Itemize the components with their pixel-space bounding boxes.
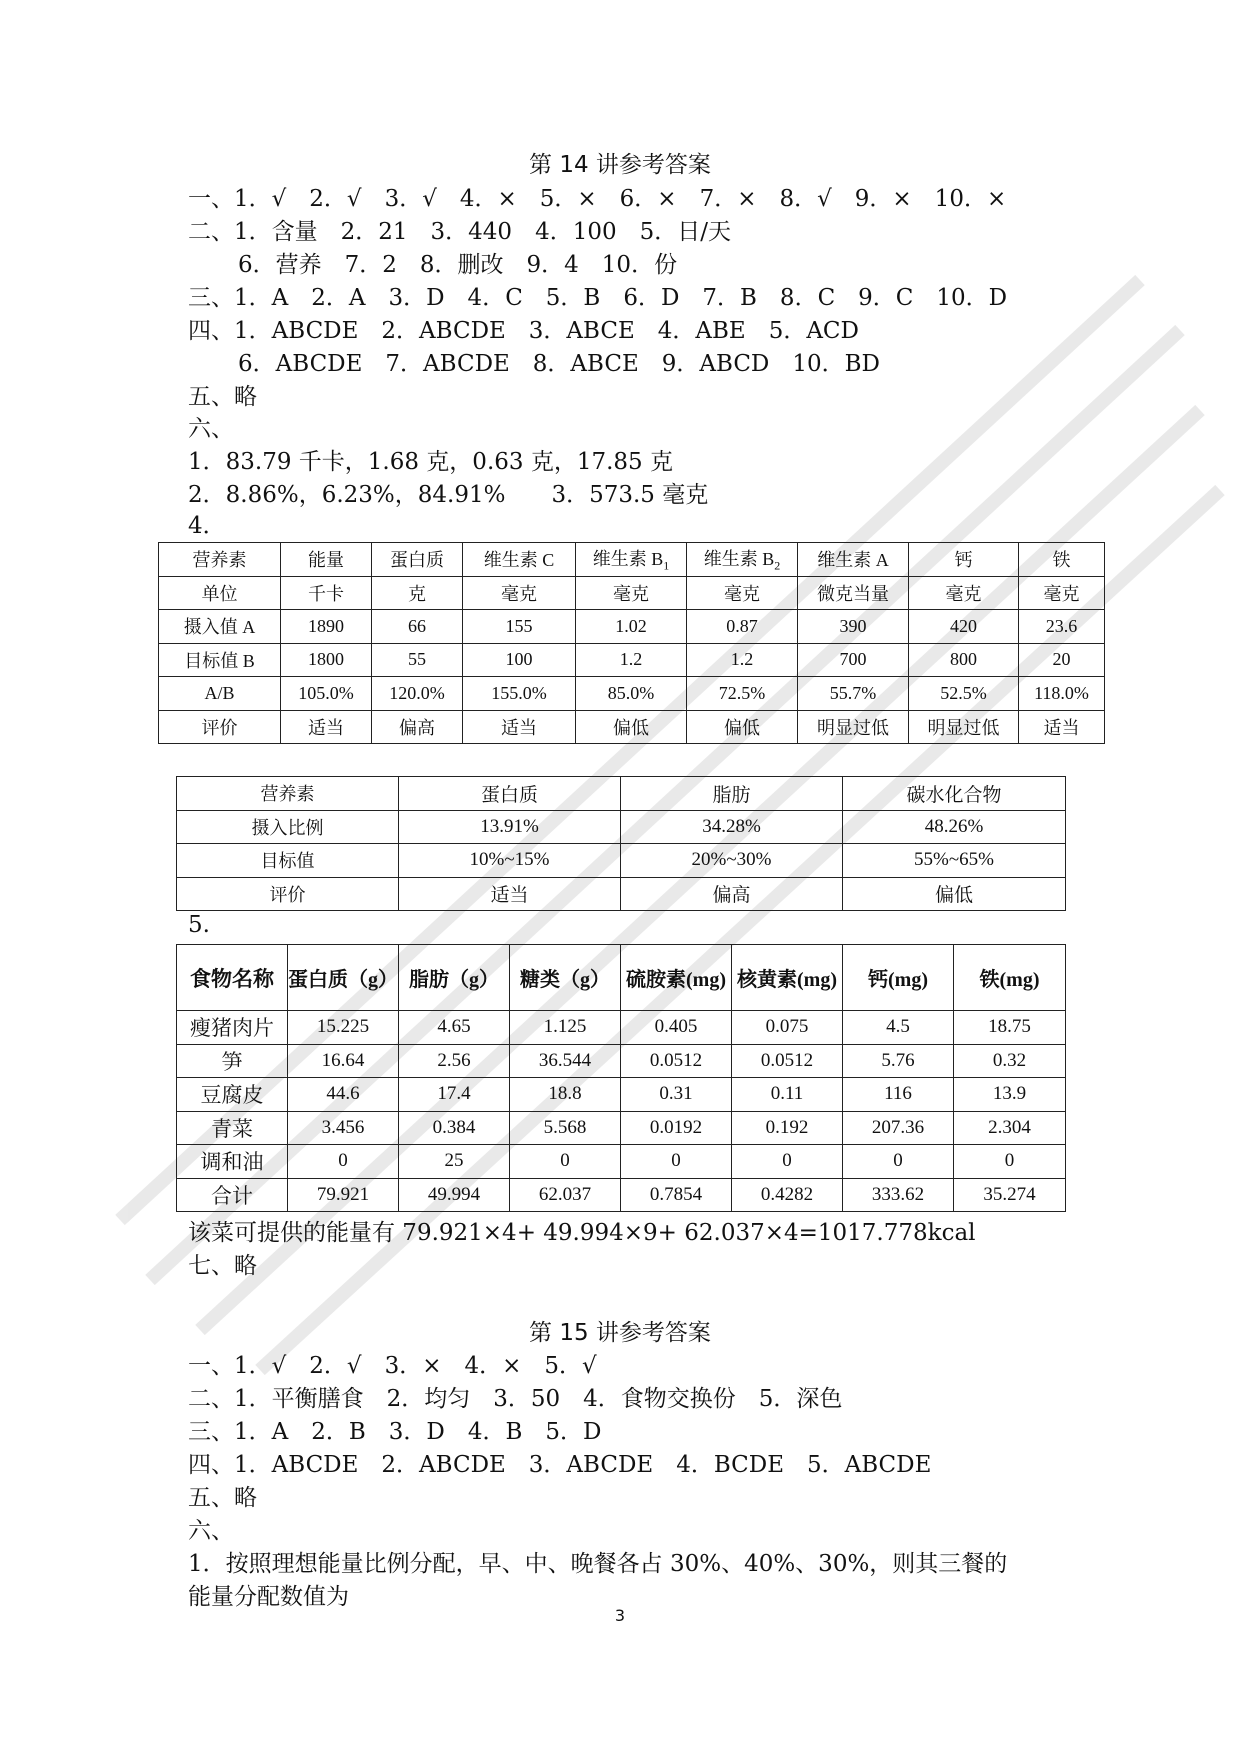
answer-line: 二、1．平衡膳食 2．均匀 3．50 4．食物交换份 5．深色 xyxy=(188,1386,843,1412)
table-cell: 偏低 xyxy=(576,710,687,744)
table-cell: 0 xyxy=(510,1145,621,1179)
table-cell: 0.31 xyxy=(621,1078,732,1112)
table-cell: 1800 xyxy=(281,643,372,677)
table-cell: 适当 xyxy=(463,710,576,744)
table-row xyxy=(177,1011,1066,1045)
table-cell: 20 xyxy=(1019,643,1105,677)
table-cell: 1.2 xyxy=(576,643,687,677)
table-cell: 10%~15% xyxy=(399,844,621,878)
answer-line: 6．营养 7．2 8．删改 9．4 10．份 xyxy=(238,252,678,278)
table-header-cell: 营养素 xyxy=(177,777,399,811)
table-cell: 36.544 xyxy=(510,1044,621,1078)
answer-line: 四、1．ABCDE 2．ABCDE 3．ABCDE 4．BCDE 5．ABCDE xyxy=(188,1452,932,1478)
answer-line: 一、1．√ 2．√ 3．× 4．× 5．√ xyxy=(188,1353,597,1379)
table-cell: 85.0% xyxy=(576,677,687,711)
table-cell: 1.125 xyxy=(510,1011,621,1045)
table-cell: 毫克 xyxy=(909,576,1019,610)
table-cell: 明显过低 xyxy=(909,710,1019,744)
row-label-cell: 合计 xyxy=(177,1178,288,1212)
table-cell: 79.921 xyxy=(288,1178,399,1212)
table-cell: 390 xyxy=(798,610,909,644)
row-label-cell: 豆腐皮 xyxy=(177,1078,288,1112)
table-cell: 0.7854 xyxy=(621,1178,732,1212)
table-cell: 72.5% xyxy=(687,677,798,711)
table-cell: 微克当量 xyxy=(798,576,909,610)
table-cell: 偏高 xyxy=(621,877,843,911)
answer-line: 能量分配数值为 xyxy=(188,1584,349,1610)
table-header-cell: 钙(mg) xyxy=(843,945,954,1011)
table-row xyxy=(177,1111,1066,1145)
table-row xyxy=(159,677,1105,711)
table-cell: 0.384 xyxy=(399,1111,510,1145)
table-row xyxy=(177,1044,1066,1078)
table-header-cell: 蛋白质 xyxy=(399,777,621,811)
table-cell: 52.5% xyxy=(909,677,1019,711)
table-cell: 420 xyxy=(909,610,1019,644)
answer-line: 2．8.86%，6.23%，84.91% 3．573.5 毫克 xyxy=(188,482,709,508)
energy-calculation: 该菜可提供的能量有 79.921×4+ 49.994×9+ 62.037×4=1017.778kcal xyxy=(188,1220,976,1246)
table-cell: 毫克 xyxy=(1019,576,1105,610)
table-cell: 155.0% xyxy=(463,677,576,711)
table-cell: 17.4 xyxy=(399,1078,510,1112)
table-cell: 1890 xyxy=(281,610,372,644)
answer-line: 1．按照理想能量比例分配，早、中、晚餐各占 30%、40%、30%，则其三餐的 xyxy=(188,1551,1008,1577)
row-label-cell: 评价 xyxy=(159,710,281,744)
row-label-cell: 评价 xyxy=(177,877,399,911)
row-label-cell: 调和油 xyxy=(177,1145,288,1179)
table-cell: 18.8 xyxy=(510,1078,621,1112)
table-header-cell: 碳水化合物 xyxy=(843,777,1066,811)
table-cell: 116 xyxy=(843,1078,954,1112)
table-row xyxy=(177,877,1066,911)
table-header-cell: 脂肪 xyxy=(621,777,843,811)
row-label-cell: 目标值 xyxy=(177,844,399,878)
row-label-cell: 瘦猪肉片 xyxy=(177,1011,288,1045)
table-cell: 千卡 xyxy=(281,576,372,610)
table-cell: 118.0% xyxy=(1019,677,1105,711)
answer-line: 一、1．√ 2．√ 3．√ 4．× 5．× 6．× 7．× 8．√ 9．× 10．× xyxy=(188,186,1007,212)
table-header-cell: 钙 xyxy=(909,543,1019,577)
answer-line: 五、略 xyxy=(188,1485,257,1511)
table-cell: 207.36 xyxy=(843,1111,954,1145)
table-header-cell: 脂肪（g） xyxy=(399,945,510,1011)
page-number: 3 xyxy=(614,1606,626,1625)
table-cell: 700 xyxy=(798,643,909,677)
table-cell: 0.4282 xyxy=(732,1178,843,1212)
table-cell: 34.28% xyxy=(621,810,843,844)
table-cell: 0 xyxy=(288,1145,399,1179)
table-row xyxy=(177,1078,1066,1112)
table-cell: 2.304 xyxy=(954,1111,1066,1145)
table-cell: 适当 xyxy=(399,877,621,911)
table-cell: 62.037 xyxy=(510,1178,621,1212)
table-cell: 0.0192 xyxy=(621,1111,732,1145)
row-label-cell: 摄入比例 xyxy=(177,810,399,844)
table-cell: 0.075 xyxy=(732,1011,843,1045)
table-cell: 3.456 xyxy=(288,1111,399,1145)
table-cell: 偏低 xyxy=(687,710,798,744)
macronutrient-ratio-table xyxy=(176,776,1066,911)
table-header-cell: 维生素 $B_1$ xyxy=(576,543,687,577)
table-cell: 0.11 xyxy=(732,1078,843,1112)
row-label-cell: 目标值 B xyxy=(159,643,281,677)
table-cell: 155 xyxy=(463,610,576,644)
table-cell: 66 xyxy=(372,610,463,644)
table-header-cell: 硫胺素(mg) xyxy=(621,945,732,1011)
table-cell: 13.9 xyxy=(954,1078,1066,1112)
answer-line: 六、 xyxy=(188,1518,234,1544)
table-header-cell: 铁(mg) xyxy=(954,945,1066,1011)
table-cell: 48.26% xyxy=(843,810,1066,844)
table-cell: 0.87 xyxy=(687,610,798,644)
table-cell: 0 xyxy=(954,1145,1066,1179)
table-cell: 0 xyxy=(843,1145,954,1179)
table-header-cell: 维生素 A xyxy=(798,543,909,577)
table-cell: 35.274 xyxy=(954,1178,1066,1212)
answer-line: 三、1．A 2．B 3．D 4．B 5．D xyxy=(188,1419,602,1445)
table-cell: 0 xyxy=(732,1145,843,1179)
table-row xyxy=(177,1145,1066,1179)
table-cell: 0 xyxy=(621,1145,732,1179)
table-cell: 5.568 xyxy=(510,1111,621,1145)
table-cell: 偏低 xyxy=(843,877,1066,911)
table-row xyxy=(177,1178,1066,1212)
table-cell: 55.7% xyxy=(798,677,909,711)
table-cell: 333.62 xyxy=(843,1178,954,1212)
table-cell: 0.192 xyxy=(732,1111,843,1145)
table-cell: 0.0512 xyxy=(621,1044,732,1078)
table-cell: 120.0% xyxy=(372,677,463,711)
table-cell: 0.0512 xyxy=(732,1044,843,1078)
answer-line: 三、1．A 2．A 3．D 4．C 5．B 6．D 7．B 8．C 9．C 10．D xyxy=(188,285,1008,311)
table-cell: 适当 xyxy=(281,710,372,744)
answer-line: 6．ABCDE 7．ABCDE 8．ABCE 9．ABCD 10．BD xyxy=(238,351,880,377)
row-label-cell: A/B xyxy=(159,677,281,711)
table-cell: 5.76 xyxy=(843,1044,954,1078)
table-header-cell: 蛋白质 xyxy=(372,543,463,577)
table-header-row xyxy=(177,777,1066,811)
table-cell: 毫克 xyxy=(576,576,687,610)
table-header-cell: 营养素 xyxy=(159,543,281,577)
table-cell: 55 xyxy=(372,643,463,677)
table-cell: 49.994 xyxy=(399,1178,510,1212)
table-header-cell: 食物名称 xyxy=(177,945,288,1011)
table-cell: 1.2 xyxy=(687,643,798,677)
table-row xyxy=(177,844,1066,878)
table-header-cell: 铁 xyxy=(1019,543,1105,577)
table-cell: 4.65 xyxy=(399,1011,510,1045)
answer-line: 六、 xyxy=(188,416,234,442)
table-cell: 55%~65% xyxy=(843,844,1066,878)
table-header-cell: 维生素 $B_2$ xyxy=(687,543,798,577)
table-row xyxy=(159,643,1105,677)
table-cell: 0.32 xyxy=(954,1044,1066,1078)
dish-nutrient-table xyxy=(176,944,1066,1212)
section-14-title: 第 14 讲参考答案 xyxy=(529,152,711,178)
question-5-label: 5. xyxy=(188,912,210,938)
table-cell: 800 xyxy=(909,643,1019,677)
table-row xyxy=(159,710,1105,744)
table-cell: 105.0% xyxy=(281,677,372,711)
table-cell: 偏高 xyxy=(372,710,463,744)
table-row xyxy=(159,576,1105,610)
row-label-cell: 单位 xyxy=(159,576,281,610)
table-cell: 44.6 xyxy=(288,1078,399,1112)
table-header-cell: 蛋白质（g） xyxy=(288,945,399,1011)
table-cell: 毫克 xyxy=(687,576,798,610)
row-label-cell: 笋 xyxy=(177,1044,288,1078)
table-header-cell: 糖类（g） xyxy=(510,945,621,1011)
table-header-row xyxy=(159,543,1105,577)
table-cell: 20%~30% xyxy=(621,844,843,878)
table-cell: 25 xyxy=(399,1145,510,1179)
table-header-cell: 维生素 C xyxy=(463,543,576,577)
answer-line: 1．83.79 千卡，1.68 克，0.63 克，17.85 克 xyxy=(188,449,673,475)
table-cell: 适当 xyxy=(1019,710,1105,744)
section-15-title: 第 15 讲参考答案 xyxy=(529,1320,711,1346)
table-header-cell: 能量 xyxy=(281,543,372,577)
table-cell: 100 xyxy=(463,643,576,677)
table-cell: 2.56 xyxy=(399,1044,510,1078)
nutrient-evaluation-table xyxy=(158,542,1105,744)
answer-line: 二、1．含量 2．21 3．440 4．100 5．日/天 xyxy=(188,219,731,245)
table-cell: 13.91% xyxy=(399,810,621,844)
table-cell: 18.75 xyxy=(954,1011,1066,1045)
answer-line: 七、略 xyxy=(188,1253,257,1279)
table-header-row xyxy=(177,945,1066,1011)
table-cell: 4.5 xyxy=(843,1011,954,1045)
table-cell: 毫克 xyxy=(463,576,576,610)
table-cell: 克 xyxy=(372,576,463,610)
table-cell: 16.64 xyxy=(288,1044,399,1078)
table-cell: 1.02 xyxy=(576,610,687,644)
table-cell: 0.405 xyxy=(621,1011,732,1045)
table-row xyxy=(159,610,1105,644)
table-cell: 23.6 xyxy=(1019,610,1105,644)
table-row xyxy=(177,810,1066,844)
table-header-cell: 核黄素(mg) xyxy=(732,945,843,1011)
table-cell: 15.225 xyxy=(288,1011,399,1045)
answer-line: 4． xyxy=(188,513,226,539)
row-label-cell: 青菜 xyxy=(177,1111,288,1145)
answer-line: 四、1．ABCDE 2．ABCDE 3．ABCE 4．ABE 5．ACD xyxy=(188,318,859,344)
row-label-cell: 摄入值 A xyxy=(159,610,281,644)
table-cell: 明显过低 xyxy=(798,710,909,744)
answer-line: 五、略 xyxy=(188,384,257,410)
